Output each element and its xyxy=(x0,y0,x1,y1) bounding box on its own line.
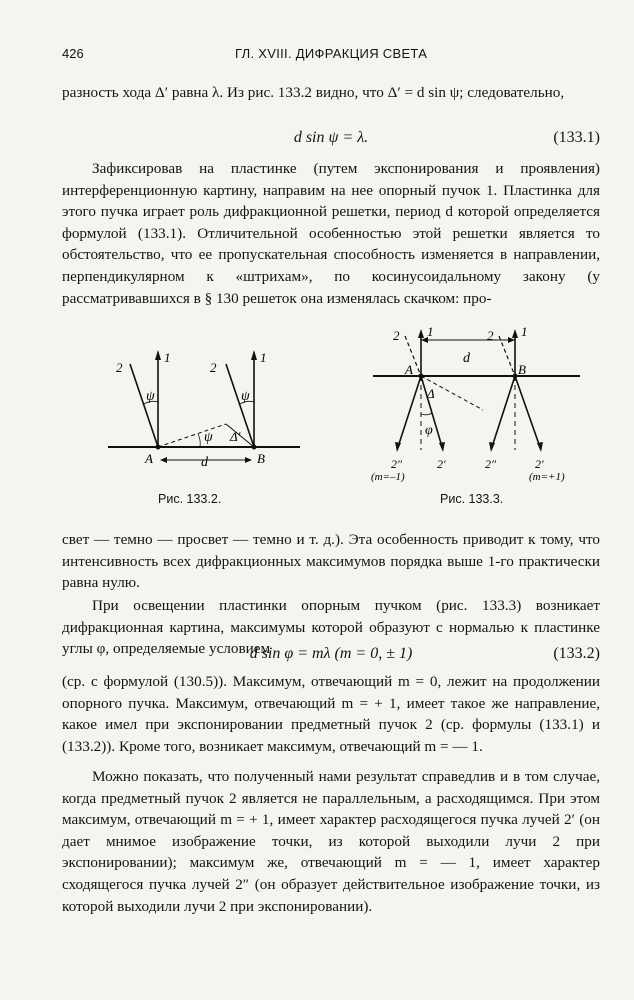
arrow-right-icon xyxy=(245,457,252,463)
arrow-up-icon xyxy=(512,329,518,338)
paragraph-2-text: Зафиксировав на пластинке (путем экспонирования и проявления) интерференционную картину, направим на нее опорный пучок 1. Пластинка для этого пучка играет роль дифракционной решетки, период d которой определяется формулой (133.1). Отличительной особенностью этой решетки является то обстоятельство, что ее пропускательная способность изменяется в направлении, перпендикулярном к «штрихам», по косинусоидальному закону (у рассматривавшихся в § 130 решеток она изменялась скачком: про- xyxy=(62,160,600,307)
point-a-dot xyxy=(156,445,161,450)
point-b-dot xyxy=(513,374,518,379)
label-beam-2: 2 xyxy=(116,360,123,375)
label-beam-2: 2 xyxy=(210,360,217,375)
label-period-d: d xyxy=(201,455,208,470)
arrow-up-icon xyxy=(251,350,257,360)
label-point-a: A xyxy=(145,451,153,466)
label-beam-2: 2 xyxy=(487,328,494,343)
label-delta-prime: Δ′ xyxy=(230,429,241,444)
label-beam-1: 1 xyxy=(427,324,434,339)
paragraph-2 xyxy=(62,158,600,309)
beam-2-right-dashed xyxy=(499,336,515,376)
label-phi: φ xyxy=(425,423,433,438)
paragraph-6 xyxy=(62,766,600,917)
label-order-minus-1: (m=–1) xyxy=(371,471,405,482)
figure-133-2 xyxy=(100,340,310,480)
point-b-dot xyxy=(252,445,257,450)
label-psi: ψ xyxy=(241,389,250,404)
equation-number: (133.1) xyxy=(553,129,600,146)
label-psi: ψ xyxy=(204,430,213,445)
label-beam-1: 1 xyxy=(260,350,267,365)
page-number: 426 xyxy=(62,46,84,61)
arrow-up-icon xyxy=(155,350,161,360)
paragraph-5: (ср. с формулой (130.5)). Максимум, отвечающий m = 0, лежит на продолжении опорного пучка. Максимум, отвечающий m = + 1, имеет такое же направление, какое имел при экспонировании предметный пучок 2 (ср. формулы (133.1) и (133.2)). Кроме того, возникает максимум, отвечающий m = — 1. xyxy=(62,673,600,755)
label-order-plus-1: (m=+1) xyxy=(529,471,565,482)
label-point-b: B xyxy=(518,362,526,377)
label-ray-2pp: 2″ xyxy=(391,457,402,471)
running-header: ГЛ. XVIII. ДИФРАКЦИЯ СВЕТА xyxy=(235,46,428,61)
point-a-dot xyxy=(419,374,424,379)
paragraph-1: разность хода Δ′ равна λ. Из рис. 133.2 видно, что Δ′ = d sin ψ; следовательно, xyxy=(62,84,565,101)
arrow-up-icon xyxy=(418,329,424,338)
figure-133-3-caption: Рис. 133.3. xyxy=(440,492,504,506)
ray-2pp-left xyxy=(397,376,421,450)
arrow-left-icon xyxy=(160,457,167,463)
label-point-a: A xyxy=(405,362,413,377)
arrow-down-icon xyxy=(489,442,495,452)
label-ray-2p: 2′ xyxy=(535,457,544,471)
label-psi: ψ xyxy=(146,389,155,404)
label-ray-2p: 2′ xyxy=(437,457,446,471)
label-ray-2pp: 2″ xyxy=(485,457,496,471)
label-delta: Δ xyxy=(427,386,435,401)
label-beam-1: 1 xyxy=(164,350,171,365)
arrow-down-icon xyxy=(537,442,543,452)
ray-2p-right xyxy=(515,376,541,450)
wavefront-dashed xyxy=(158,424,226,447)
label-point-b: B xyxy=(257,451,265,466)
paragraph-3: свет — темно — просвет — темно и т. д.). Эта особенность приводит к тому, что интенсивность всех дифракционных максимумов порядка выше 1-го практически равна нулю. xyxy=(62,531,600,592)
paragraph-4-text: При освещении пластинки опорным пучком (рис. 133.3) возникает дифракционная картина, максимумы которой образуют с нормалью к пластинке углы φ, определяемые условием xyxy=(62,597,600,658)
label-beam-1: 1 xyxy=(521,324,528,339)
angle-arc xyxy=(421,413,432,415)
equation-expression: d sin ψ = λ. xyxy=(293,129,369,146)
angle-arc xyxy=(198,434,200,447)
paragraph-6-text: Можно показать, что полученный нами результат справедлив и в том случае, когда предметный пучок 2 является не параллельным, а расходящимся. При этом максимум, отвечающий m = + 1, имеет характер расходящегося пучка лучей 2′ (он дает мнимое изображение точки, из которой выходили лучи 2 при экспонировании); максимум же, отвечающий m = — 1, имеет характер сходящегося пучка лучей 2″ (он образует действительное изображение точки, из которой выходили лучи 2 при экспонировании). xyxy=(62,768,600,915)
figure-133-3 xyxy=(365,322,585,482)
arrow-down-icon xyxy=(395,442,401,452)
arrow-down-icon xyxy=(439,442,445,452)
beam-2-left xyxy=(130,364,158,447)
label-period-d: d xyxy=(463,351,470,366)
figure-133-2-caption: Рис. 133.2. xyxy=(158,492,222,506)
ray-2pp-right xyxy=(491,376,515,450)
label-beam-2: 2 xyxy=(393,328,400,343)
equation-number: (133.2) xyxy=(553,645,600,662)
equation-expression: d sin φ = mλ (m = 0, ± 1) xyxy=(249,645,413,662)
